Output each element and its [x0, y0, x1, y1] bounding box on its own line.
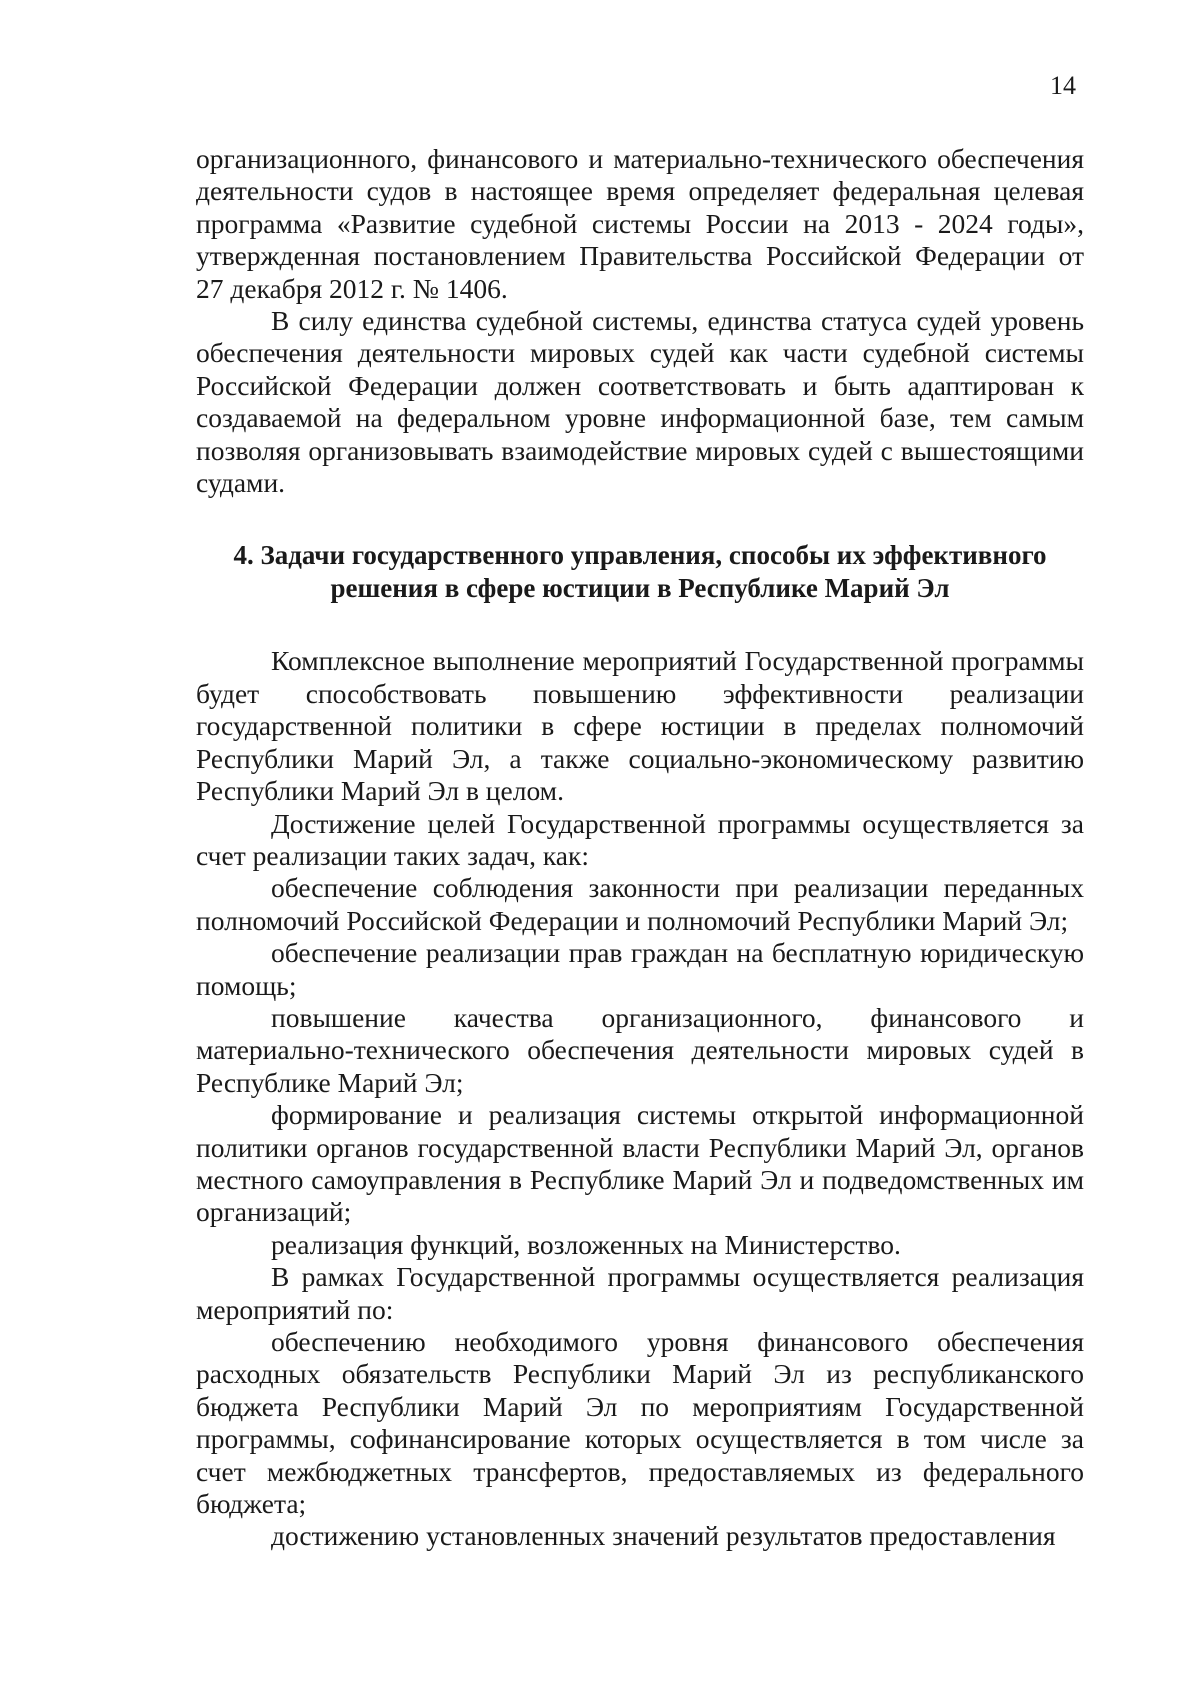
section-heading — [196, 539, 1084, 605]
list-item-task: реализация функций, возложенных на Министерство. — [271, 1228, 901, 1260]
paragraph: Комплексное выполнение мероприятий Государственной программы будет способствовать повышению эффективности реализации государственной политики в сфере юстиции в пределах полномочий Республики Марий Эл, а также социально-экономическому развитию Республики Марий Эл в целом. — [196, 645, 1084, 807]
paragraph: В силу единства судебной системы, единства статуса судей уровень обеспечения деятельности мировых судей как части судебной системы Российской Федерации должен соответствовать и быть адаптирован к создаваемой на федеральном уровне информационной базе, тем самым позволяя организовывать взаимодействие мировых судей с вышестоящими судами. — [196, 305, 1084, 499]
list-item-task: обеспечение соблюдения законности при реализации переданных полномочий Российской Федерации и полномочий Республики Марий Эл; — [196, 872, 1084, 936]
list-item-task: формирование и реализация системы открытой информационной политики органов государственной власти Республики Марий Эл, органов местного самоуправления в Республике Марий Эл и подведомственных им организаций; — [196, 1099, 1084, 1228]
list-item-task: обеспечение реализации прав граждан на бесплатную юридическую помощь; — [196, 937, 1084, 1001]
list-item-measure: обеспечению необходимого уровня финансового обеспечения расходных обязательств Республики Марий Эл из республиканского бюджета Республики Марий Эл по мероприятиям Государственной программы, софинансирование которых осуществляется в том числе за счет межбюджетных трансфертов, предоставляемых из федерального бюджета; — [196, 1326, 1084, 1520]
page-number: 14 — [1050, 71, 1076, 100]
list-item-task: повышение качества организационного, финансового и материально-технического обеспечения деятельности мировых судей в Республике Марий Эл; — [196, 1001, 1084, 1098]
paragraph: организационного, финансового и материально-технического обеспечения деятельности судов в настоящее время определяет федеральная целевая программа «Развитие судебной системы России на 2013 - 2024 годы», утвержденная постановлением Правительства Российской Федерации от 27 декабря 2012 г. № 1406. — [196, 143, 1084, 304]
section-heading-line: 4. Задачи государственного управления, способы их эффективного — [233, 540, 1047, 571]
paragraph: Достижение целей Государственной программы осуществляется за счет реализации таких задач, как: — [196, 807, 1084, 871]
paragraph: В рамках Государственной программы осуществляется реализация мероприятий по: — [196, 1261, 1084, 1325]
document-body — [196, 143, 1084, 1553]
list-item-measure: достижению установленных значений результатов предоставления — [271, 1520, 1056, 1552]
section-heading-line: решения в сфере юстиции в Республике Марий Эл — [330, 573, 950, 604]
